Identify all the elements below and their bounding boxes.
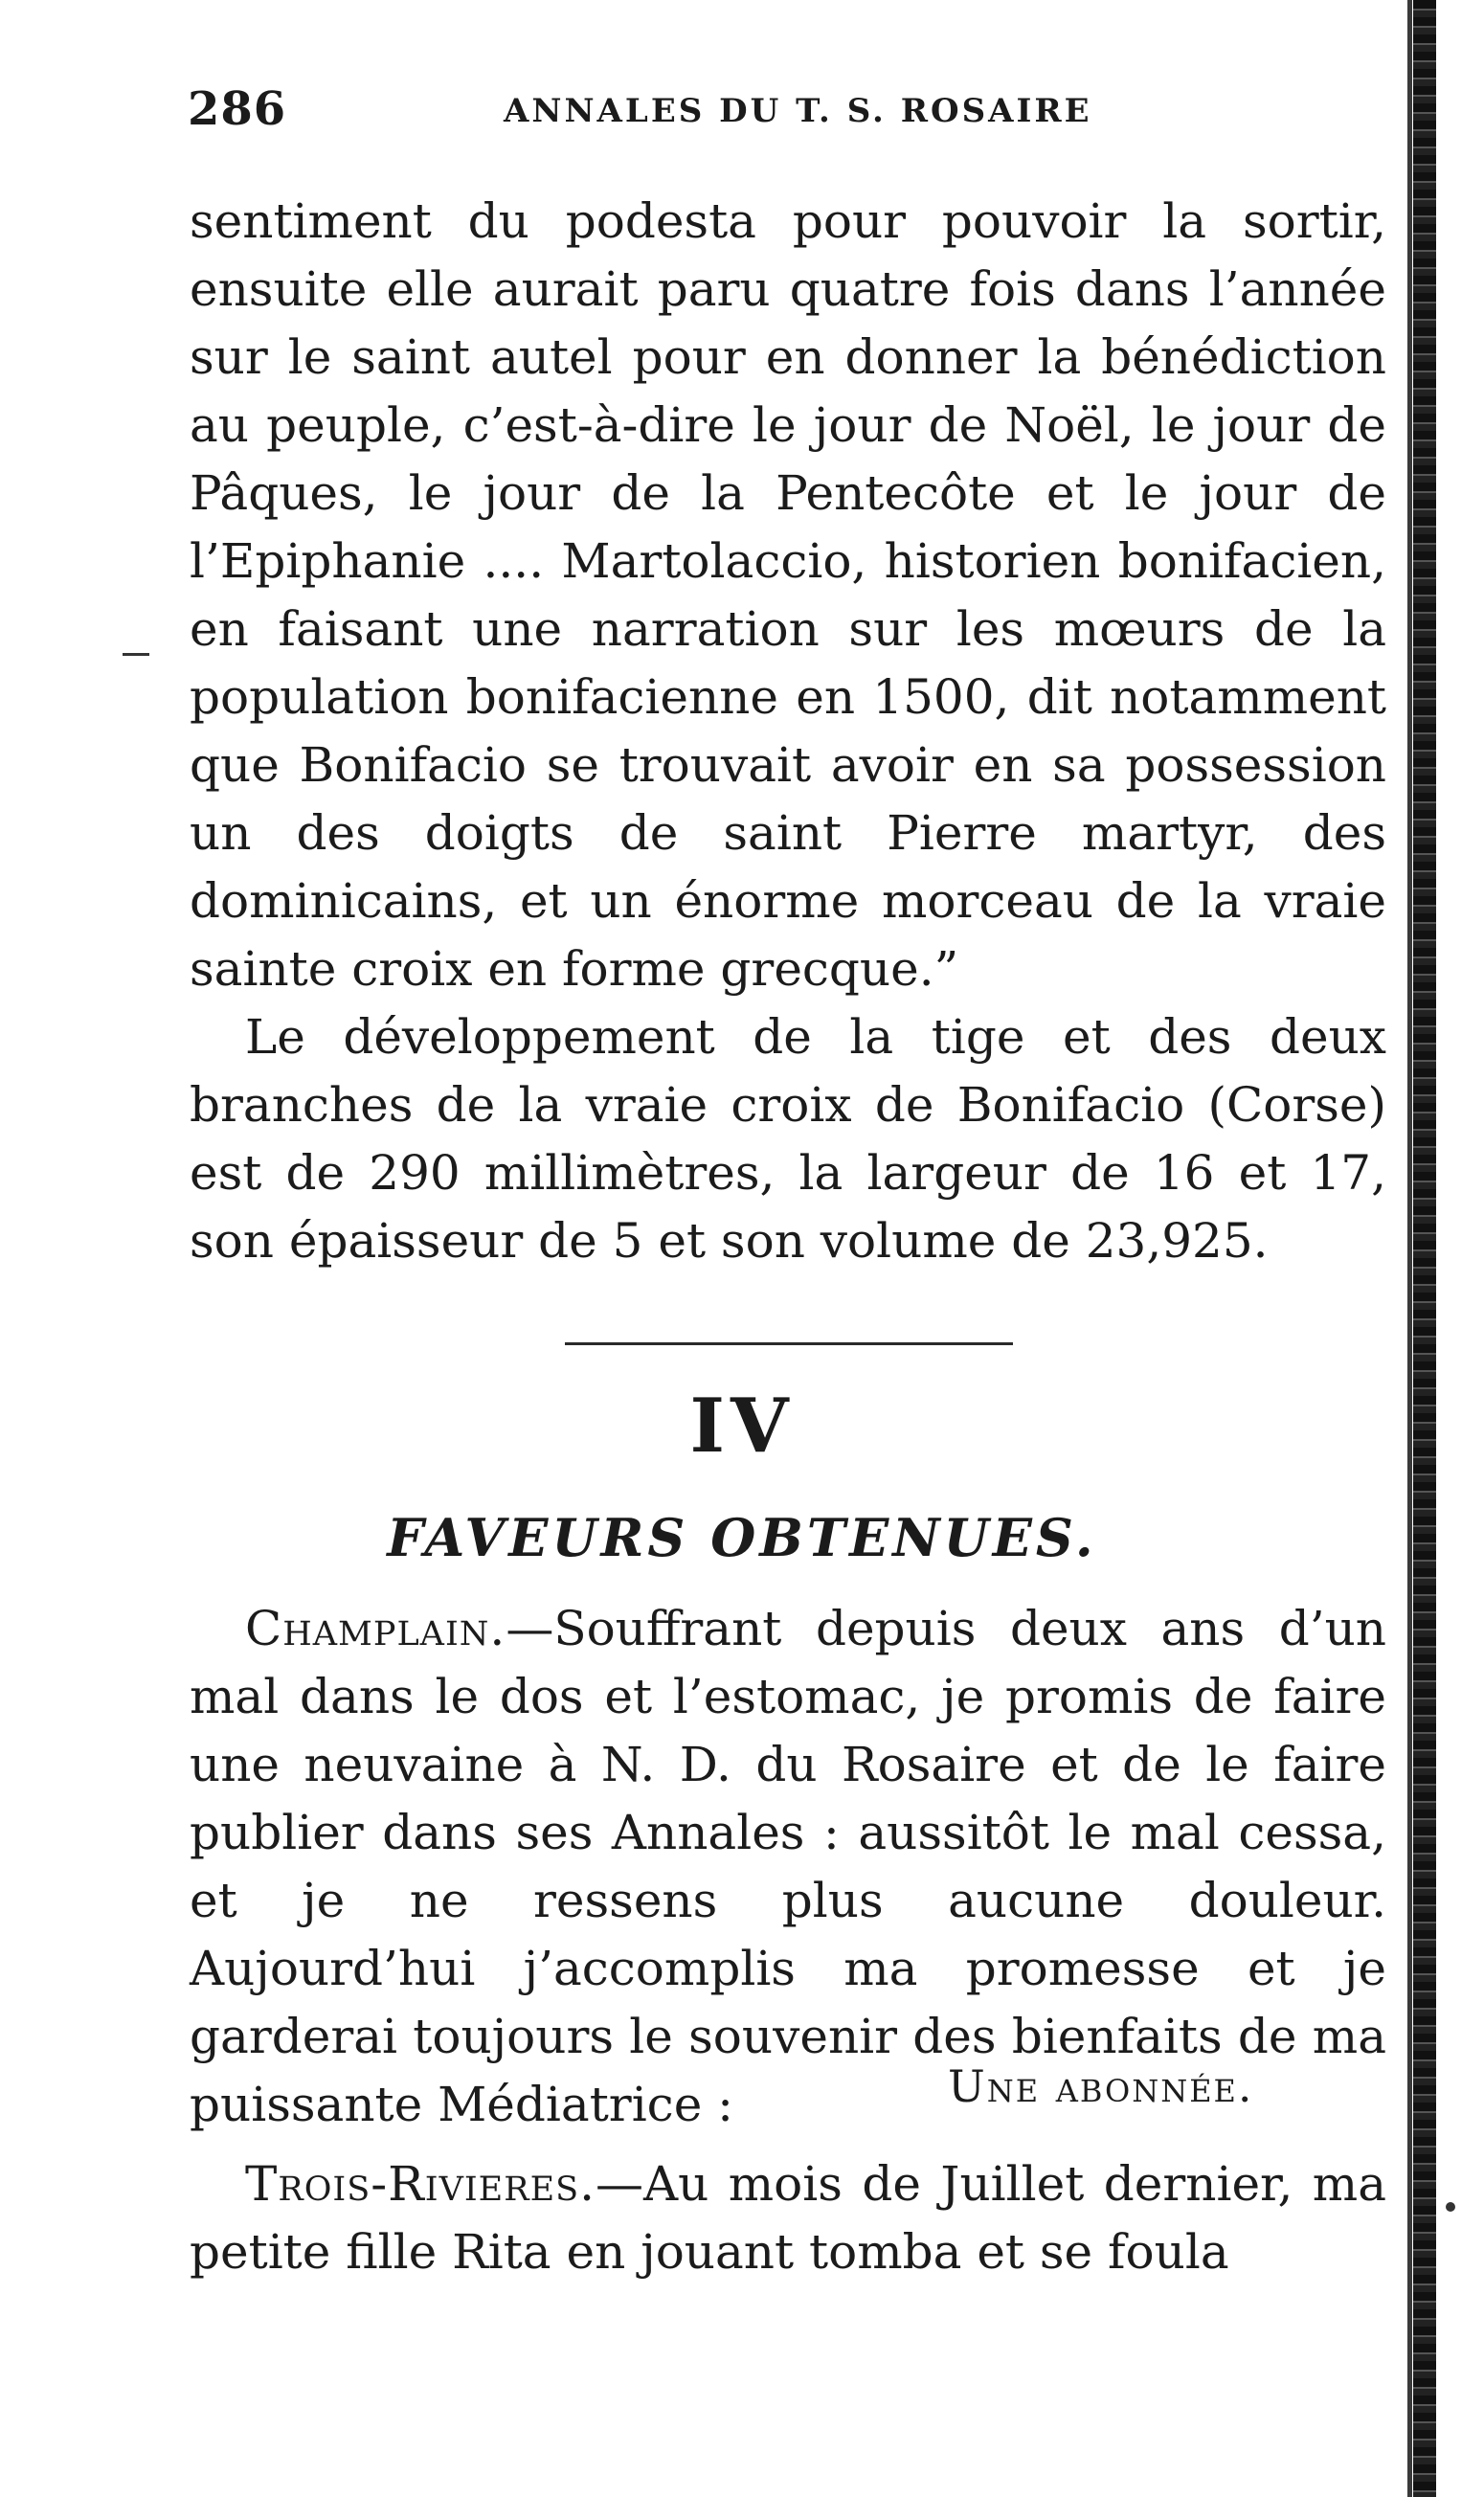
testimony-place: Champlain.	[245, 1601, 506, 1656]
margin-mark	[123, 653, 149, 656]
testimony-text: —Au mois de Juillet dernier, ma petite fille Rita en jouant tomba et se foula	[190, 2156, 1386, 2280]
section-title: FAVEURS OBTENUES.	[387, 1507, 1097, 1568]
page-edge-line	[1407, 0, 1412, 2497]
section-number: IV	[689, 1383, 795, 1470]
section-divider	[565, 1342, 1013, 1345]
page-number: 286	[188, 82, 287, 136]
running-head	[188, 82, 1317, 149]
binding-shadow	[1413, 0, 1436, 2497]
running-title: ANNALES DU T. S. ROSAIRE	[504, 92, 1092, 130]
body-paragraph-1: sentiment du podesta pour pouvoir la sortir, ensuite elle aurait paru quatre fois dans l’année sur le saint autel pour en donner la bénédiction au peuple, c’est-à-dire le jour de Noël, le jour de Pâques, le jour de la Pentecôte et le jour de l’Epiphanie .... Martolaccio, historien bonifacien, en faisant une narration sur les mœurs de la population bonifacienne en 1500, dit notamment que Bonifacio se trouvait avoir en sa possession un des doigts de saint Pierre martyr, des dominicains, et un énorme morceau de la vraie sainte croix en forme grecque.”	[190, 193, 1386, 997]
margin-dot	[1446, 2202, 1455, 2212]
testimony-text: —Souffrant depuis deux ans d’un mal dans le dos et l’estomac, je promis de faire une neuvaine à N. D. du Rosaire et de le faire publier dans ses Annales : aussitôt le mal cessa, et je ne ressens plus aucune douleur. Aujourd’hui j’accomplis ma promesse et je garderai toujours le souvenir des bienfaits de ma puissante Médiatrice :	[190, 1601, 1386, 2132]
testimony-place: Trois-Rivieres.	[245, 2156, 596, 2212]
testimony-champlain	[190, 1595, 1386, 2139]
body-paragraph-2: Le développement de la tige et des deux branches de la vraie croix de Bonifacio (Corse) est de 290 millimètres, la largeur de 16 et 17, son épaisseur de 5 et son volume de 23,925.	[190, 1009, 1386, 1269]
testimony-trois-rivieres	[190, 2150, 1386, 2286]
testimony-signature: Une abonnée.	[948, 2060, 1254, 2112]
